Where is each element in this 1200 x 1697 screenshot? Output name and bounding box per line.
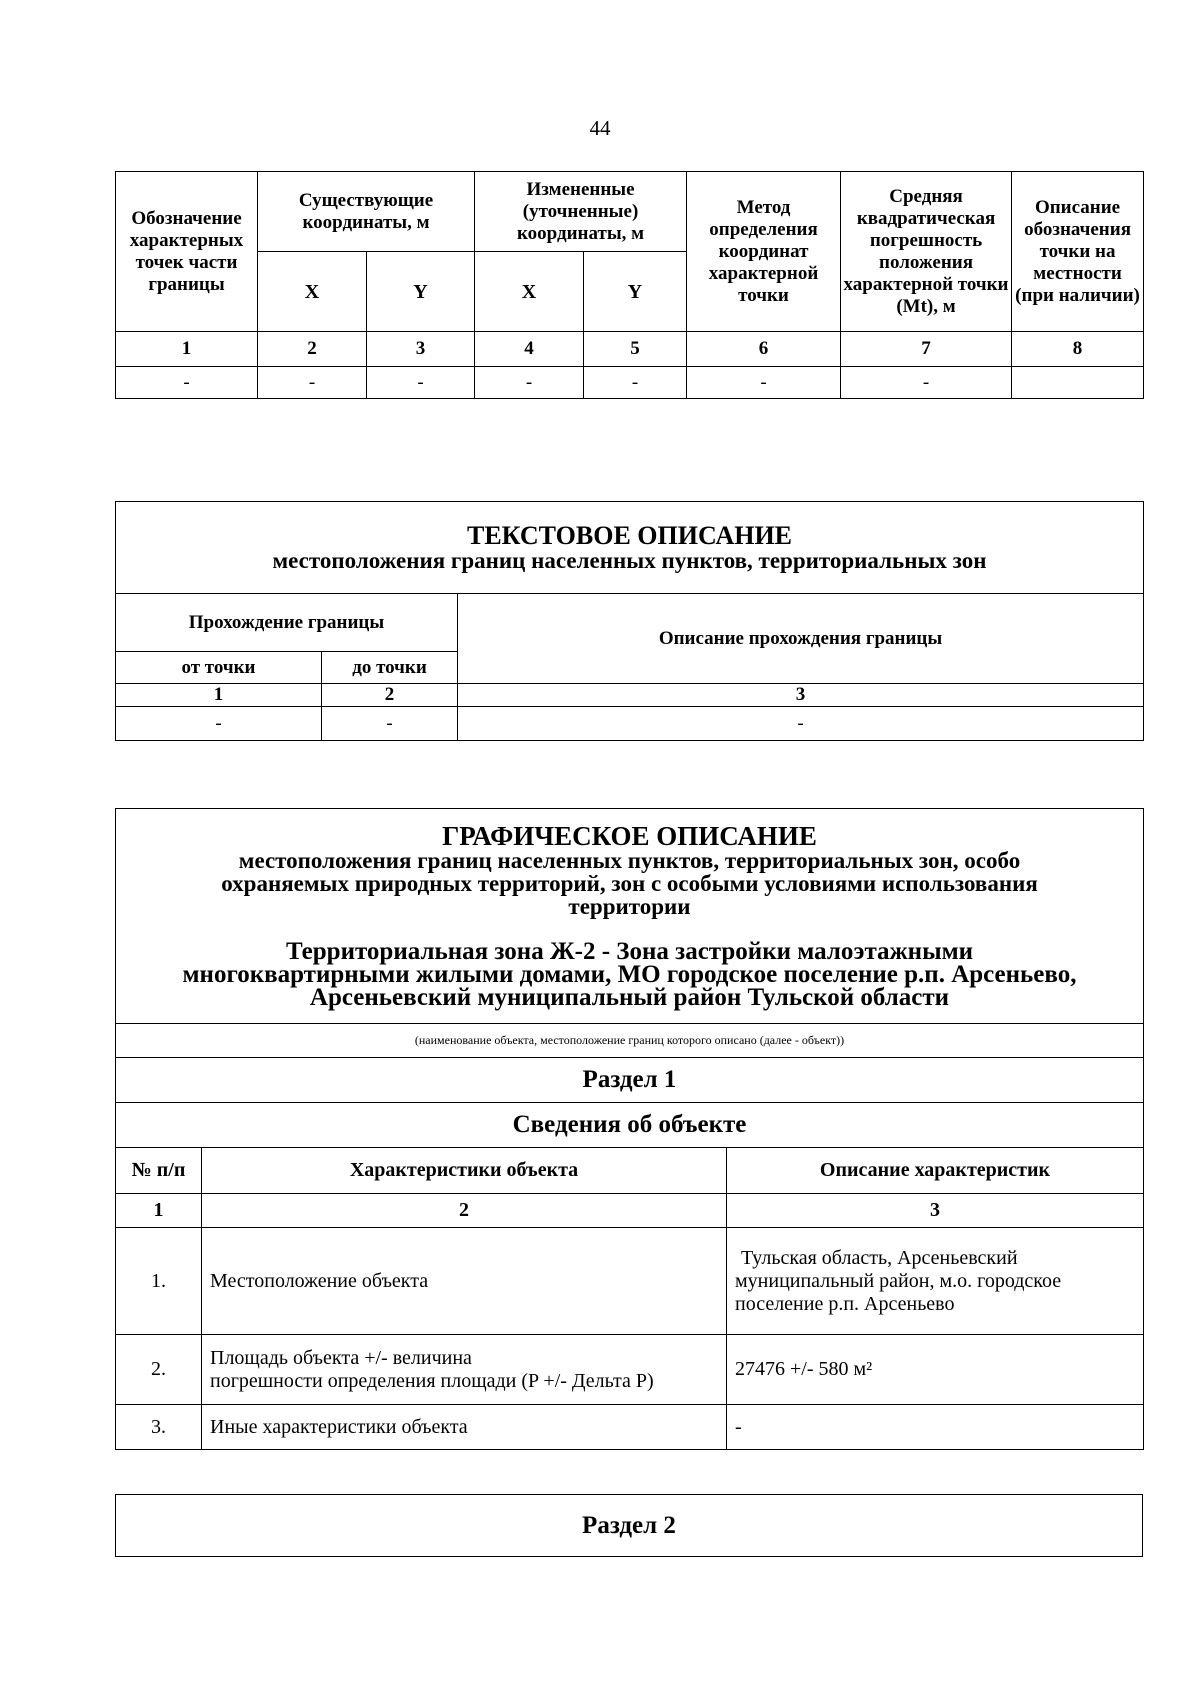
table-cell: - <box>116 707 322 741</box>
changed-x-header: X <box>475 252 584 332</box>
page-number: 44 <box>589 116 611 140</box>
text-description-heading <box>116 502 1144 594</box>
name-line: Площадь объекта +/- величина <box>210 1346 472 1369</box>
object-caption: (наименование объекта, местоположение границ которого описано (далее - объект)) <box>116 1024 1144 1058</box>
graphic-subtitle-line: территории <box>568 894 691 919</box>
error-header: Средняя квадратическая погрешность положения характерной точки (Mt), м <box>841 172 1012 332</box>
row-number: 3. <box>116 1405 202 1450</box>
table-cell: - <box>475 367 584 399</box>
col-number: 2 <box>258 332 367 367</box>
text-description-table <box>115 501 1144 741</box>
section-2-title: Раздел 2 <box>115 1494 1143 1557</box>
row-number: 2. <box>116 1335 202 1405</box>
text-description-subtitle: местоположения границ населенных пунктов, территориальных зон <box>272 547 987 573</box>
coordinates-table <box>115 171 1144 399</box>
col-number: 3 <box>727 1194 1144 1228</box>
graphic-description-table <box>115 808 1144 1450</box>
zone-name-line: многоквартирными жилыми домами, МО городское поселение р.п. Арсеньево, <box>182 961 1077 988</box>
existing-coords-header: Существующие координаты, м <box>258 172 475 252</box>
text-description-title: ТЕКСТОВОЕ ОПИСАНИЕ <box>467 520 793 550</box>
point-description-header: Описание обозначения точки на местности (при наличии) <box>1012 172 1144 332</box>
value-line: муниципальный район, м.о. городское <box>735 1269 1062 1292</box>
section-1-title: Раздел 1 <box>116 1058 1144 1103</box>
table-cell <box>1012 367 1144 399</box>
passage-header: Прохождение границы <box>116 594 458 652</box>
table-cell: - <box>258 367 367 399</box>
characteristic-name: Иные характеристики объекта <box>202 1405 727 1450</box>
table-cell: - <box>458 707 1144 741</box>
passage-description-header: Описание прохождения границы <box>458 594 1144 684</box>
characteristic-name <box>202 1335 727 1405</box>
section-1-subtitle: Сведения об объекте <box>116 1103 1144 1148</box>
to-point-header: до точки <box>322 652 458 684</box>
graphic-description-title: ГРАФИЧЕСКОЕ ОПИСАНИЕ <box>442 821 817 851</box>
table-cell: - <box>841 367 1012 399</box>
existing-y-header: Y <box>367 252 475 332</box>
col-number: 1 <box>116 1194 202 1228</box>
table-cell: - <box>367 367 475 399</box>
from-point-header: от точки <box>116 652 322 684</box>
table-cell: - <box>322 707 458 741</box>
col-number: 4 <box>475 332 584 367</box>
col-number: 1 <box>116 684 322 707</box>
characteristic-name: Местоположение объекта <box>202 1228 727 1335</box>
graphic-description-heading <box>116 809 1144 1024</box>
table-cell: - <box>116 367 258 399</box>
characteristics-description-header: Описание характеристик <box>727 1148 1144 1194</box>
zone-name-line: Территориальная зона Ж-2 - Зона застройки малоэтажными <box>285 938 974 965</box>
col-number: 6 <box>687 332 841 367</box>
col-number: 8 <box>1012 332 1144 367</box>
col-number: 3 <box>367 332 475 367</box>
table-cell: - <box>584 367 687 399</box>
graphic-subtitle-line: охраняемых природных территорий, зон с особыми условиями использования <box>221 871 1038 896</box>
characteristic-value: 27476 +/- 580 м² <box>727 1335 1144 1405</box>
col-number: 5 <box>584 332 687 367</box>
existing-x-header: X <box>258 252 367 332</box>
number-header: № п/п <box>116 1148 202 1194</box>
col-number: 2 <box>322 684 458 707</box>
changed-coords-header: Измененные (уточненные) координаты, м <box>475 172 687 252</box>
zone-name-line: Арсеньевский муниципальный район Тульской области <box>309 984 950 1011</box>
characteristic-value <box>727 1228 1144 1335</box>
table-cell: - <box>687 367 841 399</box>
characteristic-value: - <box>727 1405 1144 1450</box>
col-number: 7 <box>841 332 1012 367</box>
col-number: 1 <box>116 332 258 367</box>
col-number: 3 <box>458 684 1144 707</box>
method-header: Метод определения координат характерной точки <box>687 172 841 332</box>
designation-header: Обозначение характерных точек части границы <box>116 172 258 332</box>
row-number: 1. <box>116 1228 202 1335</box>
characteristics-header: Характеристики объекта <box>202 1148 727 1194</box>
graphic-subtitle-line: местоположения границ населенных пунктов, территориальных зон, особо <box>238 848 1021 873</box>
col-number: 2 <box>202 1194 727 1228</box>
changed-y-header: Y <box>584 252 687 332</box>
value-line: Тульская область, Арсеньевский <box>741 1246 1018 1269</box>
value-line: поселение р.п. Арсеньево <box>735 1292 955 1315</box>
name-line: погрешности определения площади (P +/- Дельта P) <box>210 1369 654 1392</box>
